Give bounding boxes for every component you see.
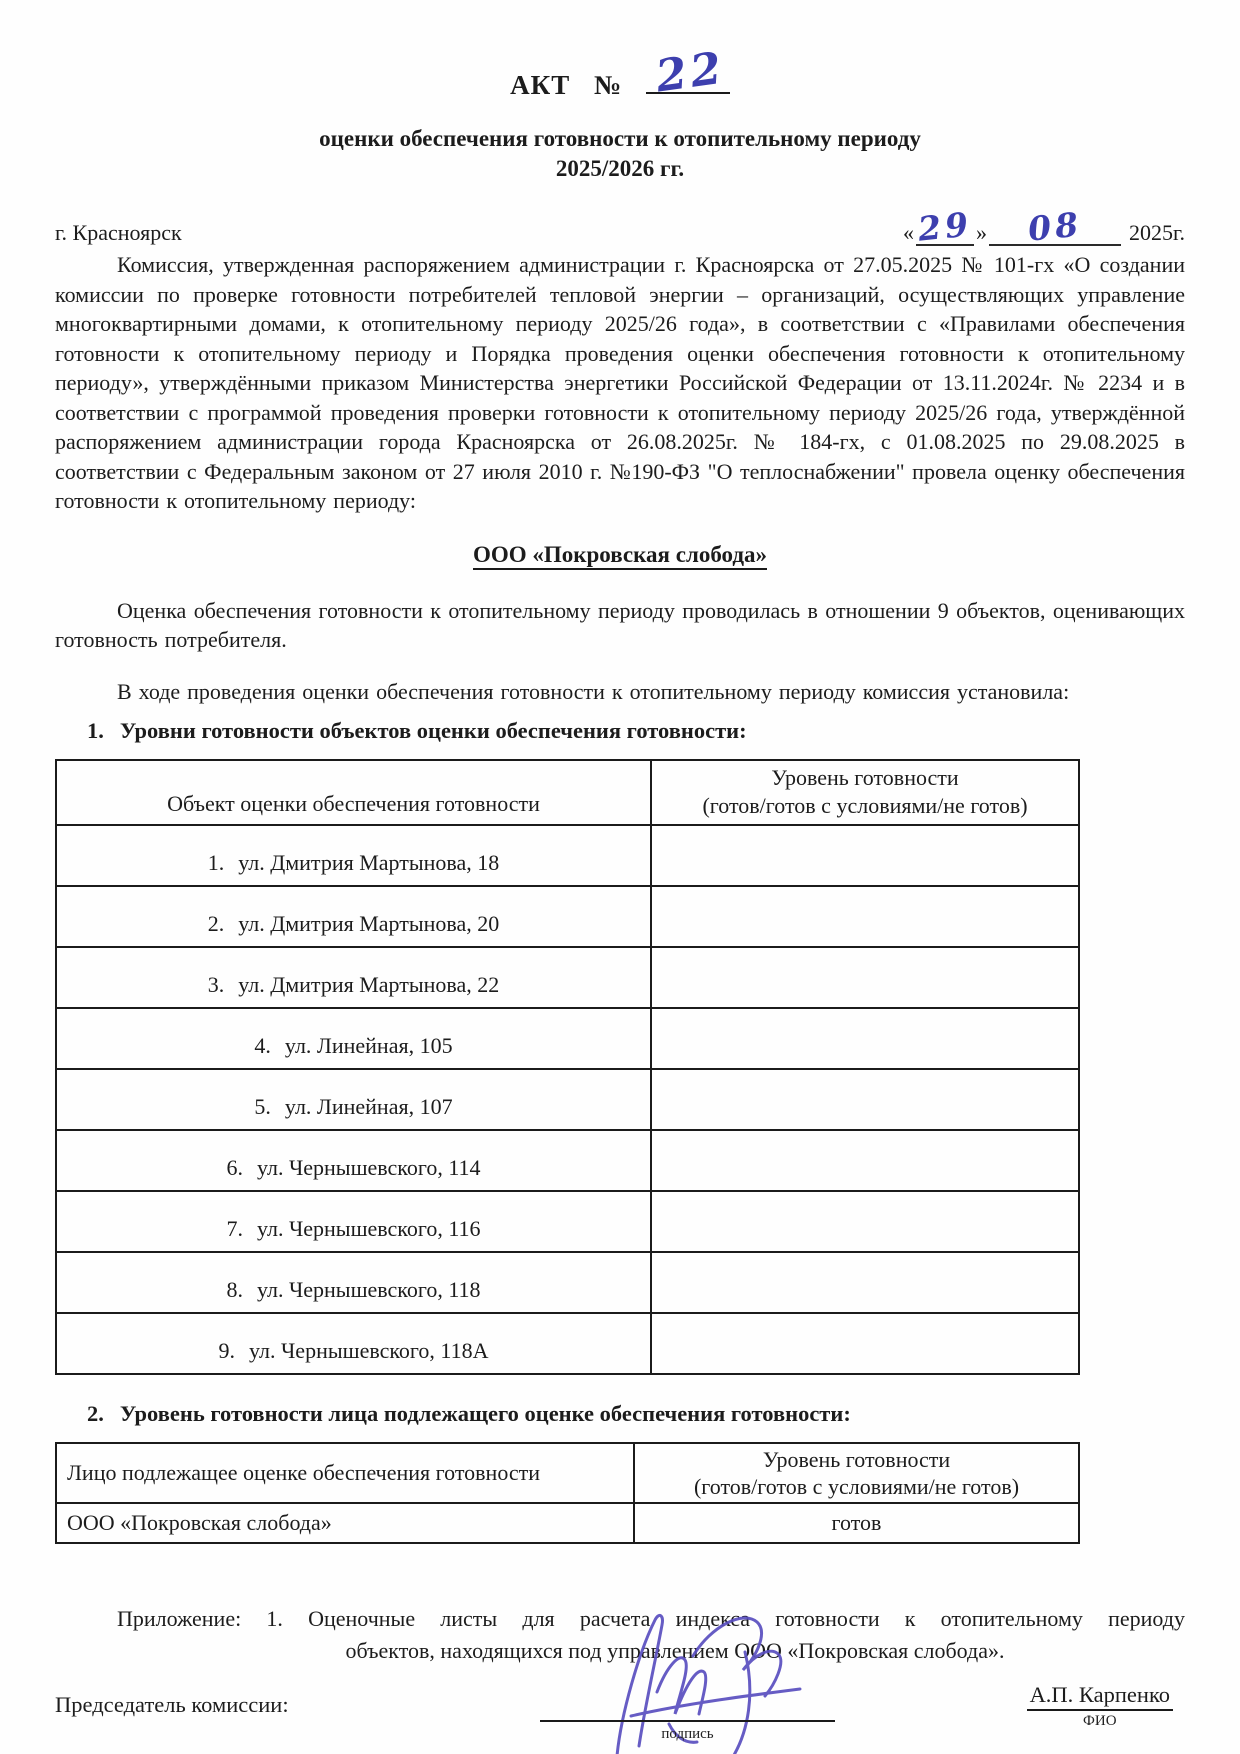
column-header-object: Объект оценки обеспечения готовности [56,760,651,825]
object-address: ул. Дмитрия Мартынова, 22 [238,972,500,997]
column-header-level: Уровень готовности (готов/готов с условиями/не готов) [651,760,1079,825]
section2-title: Уровень готовности лица подлежащего оценке обеспечения готовности: [119,1401,851,1426]
level-cell [651,1008,1079,1069]
level-cell [651,1252,1079,1313]
object-address: ул. Дмитрия Мартынова, 18 [238,850,500,875]
table-row: 3. ул. Дмитрия Мартынова, 22 [56,947,1079,1008]
table-row: 9. ул. Чернышевского, 118А [56,1313,1079,1374]
appendix-block [55,1604,1185,1666]
date-block [902,204,1185,249]
date-day-blank [916,204,974,249]
commission-paragraph: В ходе проведения оценки обеспечения готовности к отопительному периоду комиссия установила: [117,678,1070,704]
signature-block [55,1676,1185,1754]
date-day-handwritten: 29 [916,204,974,249]
section1-number: 1. [87,718,104,743]
date-quote-open: « [902,220,914,245]
level-cell [651,886,1079,947]
table-row: 8. ул. Чернышевского, 118 [56,1252,1079,1313]
signature-line [540,1720,835,1722]
table-row: 1. ул. Дмитрия Мартынова, 18 [56,825,1079,886]
table-header-row [56,1443,1079,1503]
table-row: 5. ул. Линейная, 107 [56,1069,1079,1130]
column-header-level: Уровень готовности (готов/готов с условиями/не готов) [634,1443,1079,1503]
object-address: ул. Чернышевского, 114 [256,1155,481,1180]
main-paragraph: Комиссия, утвержденная распоряжением администрации г. Красноярска от 27.05.2025 № 101-гх «О создании комиссии по проверке готовности потребителей тепловой энергии – организаций, осуществляющих управление многоквартирными домами, к отопительному периоду 2025/26 года», в соответствии с «Правилами обеспечения готовности к отопительному периоду и Порядка проведения оценки обеспечения готовности к отопительному периоду», утверждёнными приказом Министерства энергетики Российской Федерации от 13.11.2024г. № 2234 и в соответствии с программой проведения проверки готовности к отопительному периоду 2025/26 года, утверждённой распоряжением администрации города Красноярска от 26.08.2025г. № 184-гх, с 01.08.2025 по 29.08.2025 в соответствии с Федеральным законом от 27 июля 2010 г. №190-ФЗ "О теплоснабжении" провела оценку обеспечения готовности к отопительному периоду: [55,252,1185,513]
city-date-row [55,204,1185,249]
act-title-text: АКТ № [510,70,623,100]
level-cell [651,1130,1079,1191]
appendix-line-1: Приложение: 1. Оценочные листы для расчета индекса готовности к отопительному периоду [117,1606,1185,1631]
column-header-person: Лицо подлежащее оценке обеспечения готовности [56,1443,634,1503]
table-row: 2. ул. Дмитрия Мартынова, 20 [56,886,1079,947]
signature-caption: подпись [661,1726,714,1742]
level-cell [651,1069,1079,1130]
chairman-name-block [1027,1682,1173,1730]
appendix-line-2: объектов, находящихся под управлением ООО «Покровская слобода». [345,1638,1005,1663]
act-title [55,42,1185,110]
date-month-handwritten: 08 [1026,204,1084,249]
section2-number: 2. [87,1401,104,1426]
object-address: ул. Чернышевского, 118А [249,1338,489,1363]
table-row: 7. ул. Чернышевского, 116 [56,1191,1079,1252]
person-readiness-table [55,1442,1080,1544]
object-address: ул. Чернышевского, 118 [256,1277,481,1302]
level-cell [651,947,1079,1008]
table-header-row [56,760,1079,825]
city-label: г. Красноярск [55,220,182,245]
object-address: ул. Дмитрия Мартынова, 20 [238,911,500,936]
table-row [56,1503,1079,1543]
signature-area [540,1676,835,1754]
section2-heading [87,1399,1185,1428]
organization-heading: ООО «Покровская слобода» [55,542,1185,574]
objects-paragraph: Оценка обеспечения готовности к отопительному периоду проводилась в отношении 9 объектов, оценивающих готовность потребителя. [55,597,1185,652]
level-cell [651,1191,1079,1252]
section1-title: Уровни готовности объектов оценки обеспечения готовности: [119,718,747,743]
subtitle-line-1: оценки обеспечения готовности к отопительному периоду [319,126,921,151]
level-cell [651,825,1079,886]
act-number-handwritten: 22 [652,42,729,103]
section1-heading [87,716,1185,745]
person-name: ООО «Покровская слобода» [56,1503,634,1543]
chairman-label: Председатель комиссии: [55,1692,289,1717]
object-address: ул. Линейная, 105 [284,1033,453,1058]
date-quote-close: » [975,220,987,245]
person-level: готов [634,1503,1079,1543]
level-cell [651,1313,1079,1374]
date-month-blank [989,204,1121,249]
object-address: ул. Линейная, 107 [284,1094,453,1119]
subtitle-line-2: 2025/2026 гг. [555,156,685,181]
table-row: 6. ул. Чернышевского, 114 [56,1130,1079,1191]
fio-caption: ФИО [1083,1713,1117,1729]
act-number-blank [646,42,730,103]
table-row: 4. ул. Линейная, 105 [56,1008,1079,1069]
object-address: ул. Чернышевского, 116 [256,1216,481,1241]
date-year: 2025г. [1128,220,1185,245]
chairman-name: А.П. Карпенко [1027,1682,1173,1711]
objects-readiness-table [55,759,1080,1375]
